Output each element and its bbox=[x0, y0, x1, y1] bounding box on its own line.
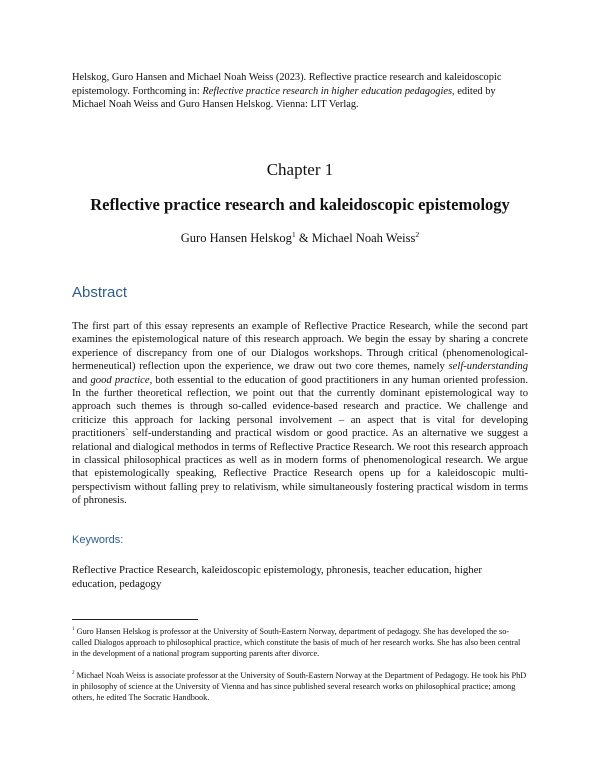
keywords-list: Reflective Practice Research, kaleidoscopic epistemology, phronesis, teacher education, higher education, pedagogy bbox=[72, 564, 483, 590]
authors bbox=[0, 231, 600, 246]
citation-text: Helskog, Guro Hansen and Michael Noah Weiss (2023). Reflective practice research and kaleidoscopic epistemology. Forthcoming in: bbox=[72, 72, 502, 97]
footnote-1-text: Guro Hansen Helskog is professor at the University of South-Eastern Norway, department of pedagogy. She has developed the so-called Dialogos approach to philosophical practice, which constitute the basis of much of her research works. She has also been central in the development of a national program supporting parents after divorce. bbox=[72, 627, 521, 659]
abstract-emphasis-good-practice: good practice bbox=[90, 374, 150, 386]
author-separator: & bbox=[295, 231, 312, 245]
footnote-1 bbox=[72, 626, 528, 660]
paper-title: Reflective practice research and kaleidoscopic epistemology bbox=[90, 195, 510, 214]
footnote-2-mark: 2 bbox=[72, 670, 75, 677]
abstract-heading: Abstract bbox=[72, 284, 128, 301]
abstract-emphasis-self-understanding: self-understanding bbox=[448, 361, 528, 373]
keywords-heading: Keywords: bbox=[72, 534, 124, 546]
abstract-text: and bbox=[72, 374, 91, 386]
citation-publisher: edited by Michael Noah Weiss and Guro Hansen Helskog. Vienna: LIT Verlag. bbox=[72, 85, 496, 111]
citation-book-title: Reflective practice research in higher education pedagogies, bbox=[202, 85, 455, 97]
author-1-footnote-mark: 1 bbox=[291, 229, 296, 239]
abstract-text: The first part of this essay represents an example of Reflective Practice Research, while the second part examines the epistemological nature of this research approach. We begin the essay by sharing a concrete experience of discrepancy from one of our Dialogos workshops. Through critical (phenomenological-hermeneutical) reflection upon the experience, we draw out two core themes, namely bbox=[72, 321, 528, 373]
author-1: Guro Hansen Helskog bbox=[180, 231, 292, 245]
footnote-1-mark: 1 bbox=[72, 626, 75, 633]
footnote-divider bbox=[72, 619, 198, 620]
author-2-footnote-mark: 2 bbox=[415, 229, 420, 239]
footnote-2-text: Michael Noah Weiss is associate professor at the University of South-Eastern Norway at the Department of Pedagogy. He took his PhD in philosophy of science at the University of Vienna and has since published several research works on philosophical practice; among others, he edited The Socratic Handbook. bbox=[72, 671, 527, 703]
abstract-text: , both essential to the education of good practitioners in any human oriented profession. In the further theoretical reflection, we point out that the currently dominant epistemological way to approach such themes is through so-called evidence-based research and practice. We challenge and criticize this approach for lacking personal involvement – an aspect that is vital for developing practitioners` self-understanding and practical wisdom or good practice. As an alternative we suggest a relational and dialogical methodos in terms of Reflective Practice Research. We root this research approach in classical philosophical practices as well as in modern forms of phenomenological research. We argue that epistemologically speaking, Reflective Practice Research opens up for a kaleidoscopic multi-perspectivism without falling prey to relativism, while simultaneously fostering practical wisdom in terms of phronesis. bbox=[72, 374, 529, 507]
chapter-label: Chapter 1 bbox=[266, 160, 334, 179]
footnote-2 bbox=[72, 670, 528, 704]
author-2: Michael Noah Weiss bbox=[311, 231, 416, 245]
abstract-body bbox=[72, 320, 528, 508]
citation bbox=[72, 71, 532, 112]
